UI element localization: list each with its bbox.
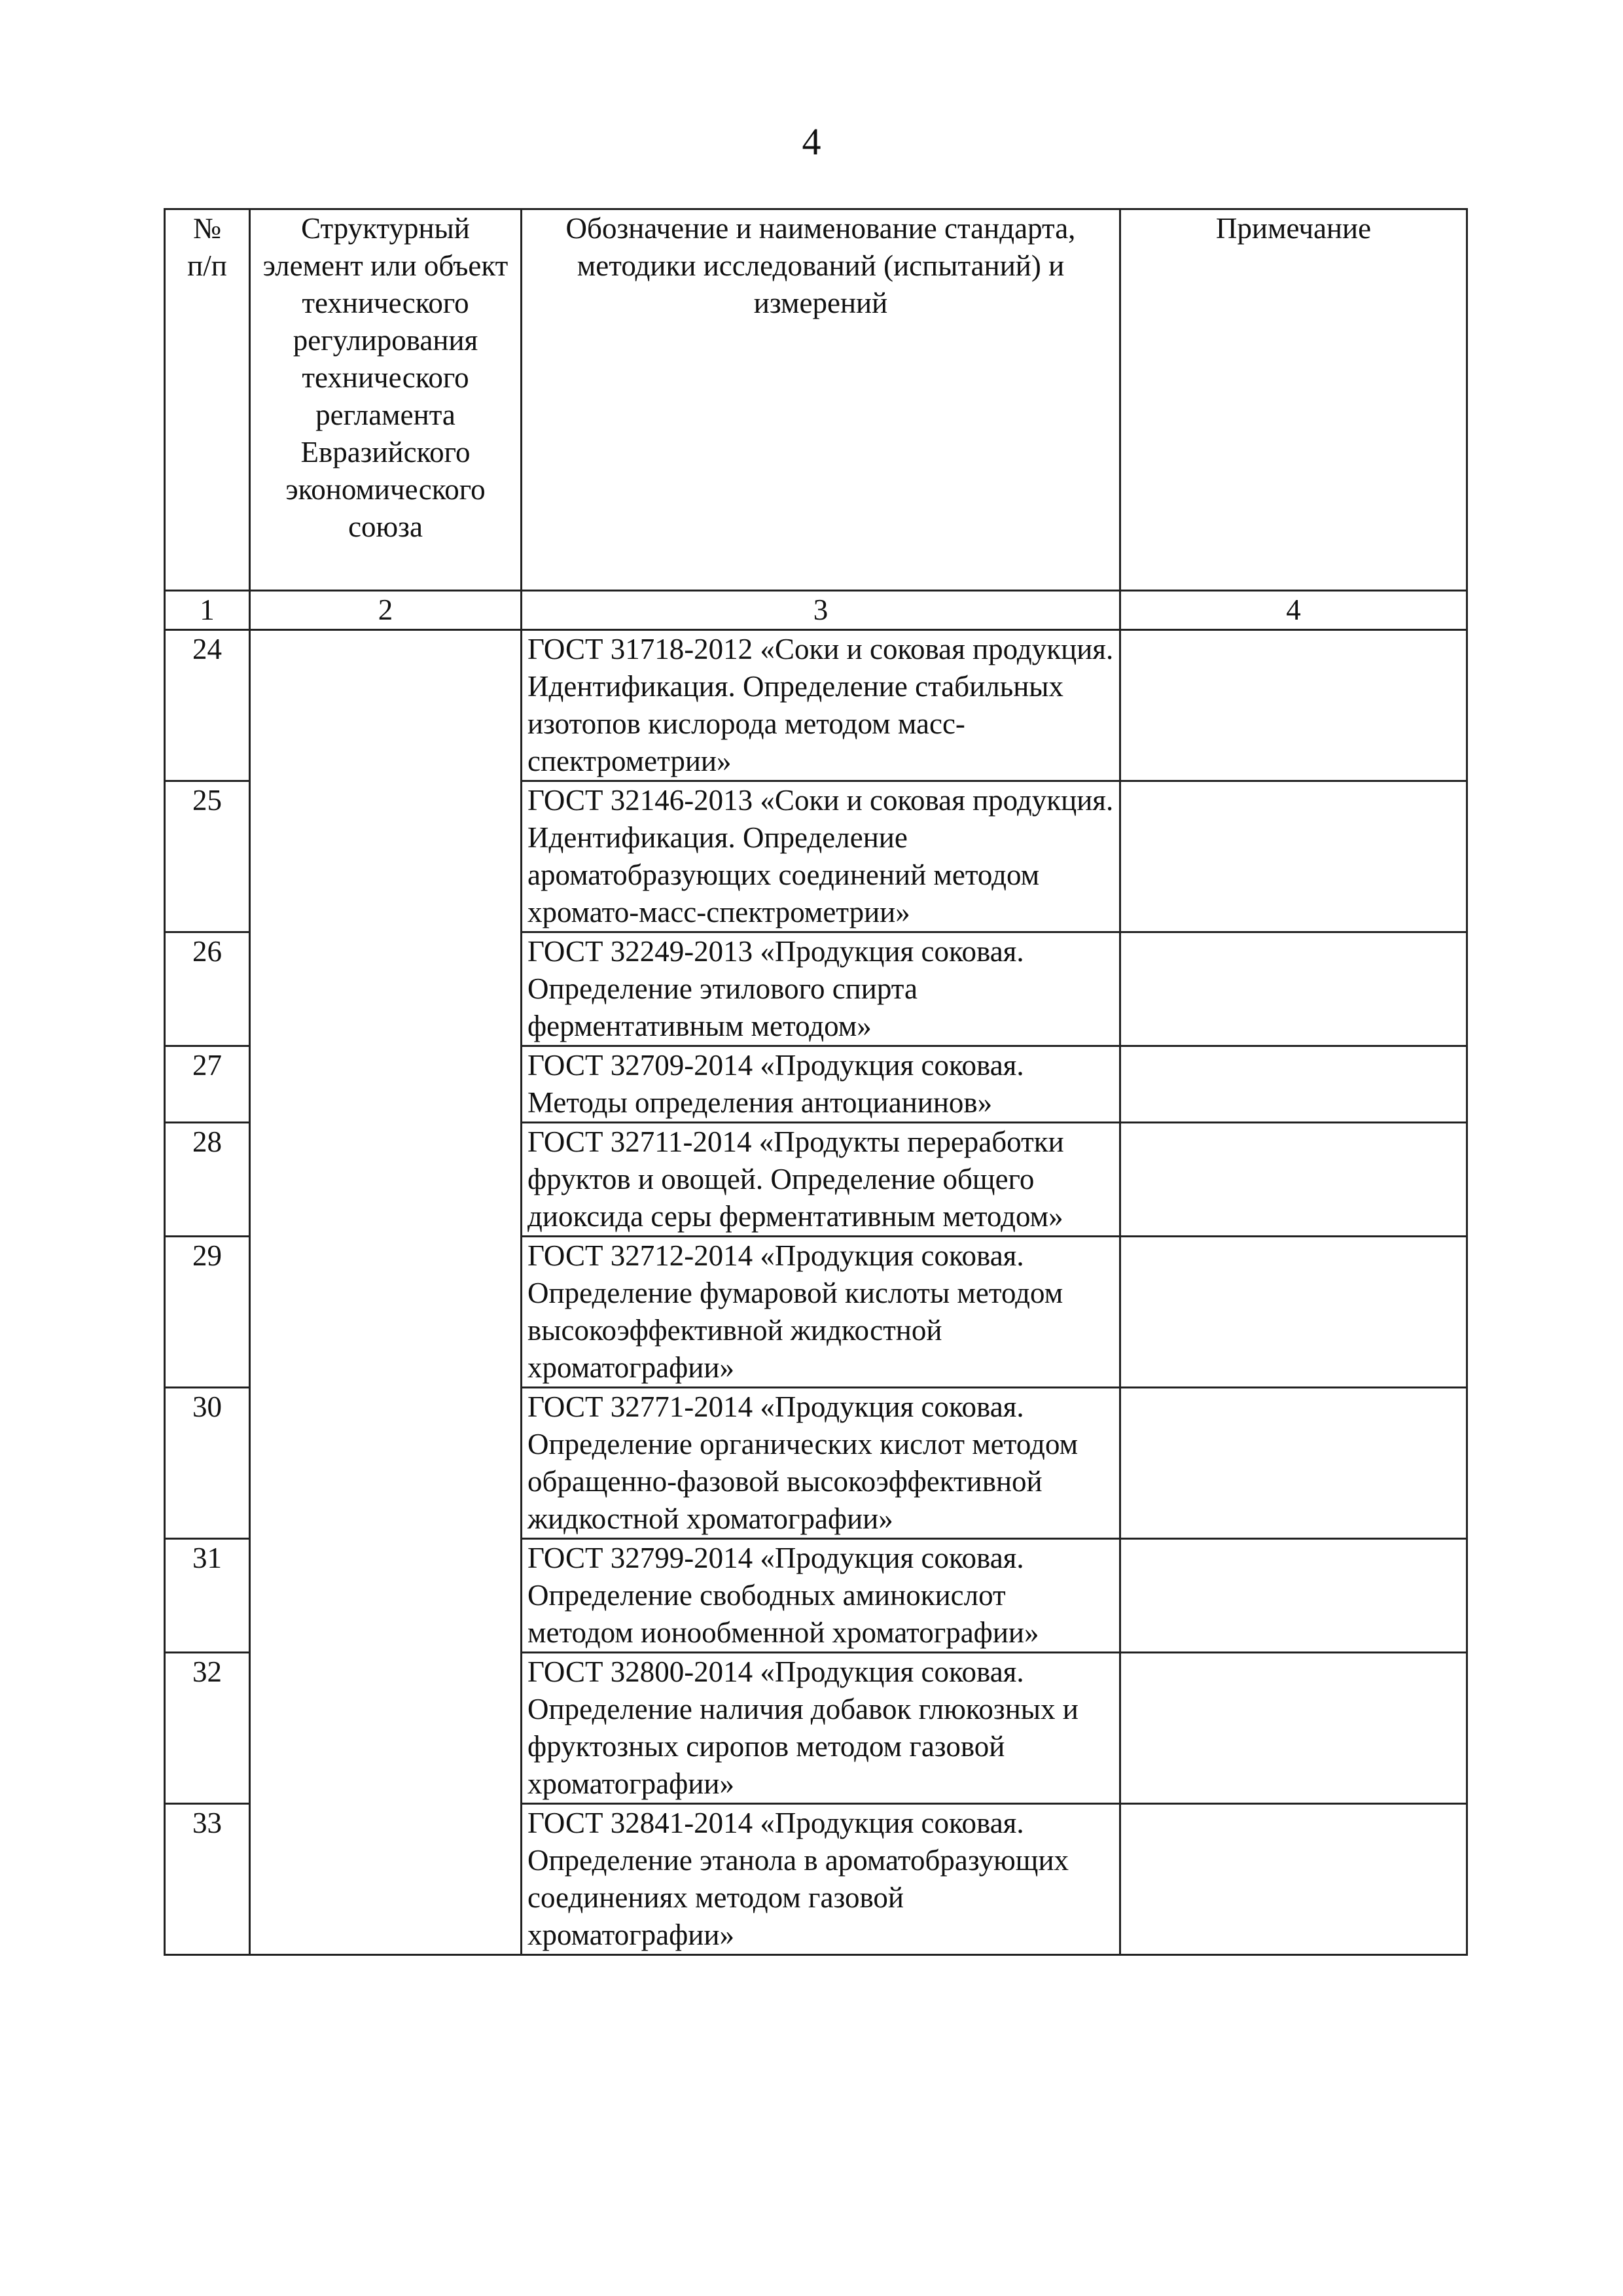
note-cell bbox=[1120, 1539, 1467, 1653]
header-structural-element: Структурный элемент или объект технического регулирования технического регламента Евразийского экономического союза bbox=[250, 209, 522, 591]
row-number: 25 bbox=[165, 781, 250, 932]
column-number: 3 bbox=[522, 591, 1120, 630]
table-row bbox=[165, 630, 1467, 781]
column-number: 2 bbox=[250, 591, 522, 630]
standard-text: ГОСТ 32841-2014 «Продукция соковая. Определение этанола в ароматобразующих соединениях методом газовой хроматографии» bbox=[522, 1804, 1120, 1955]
standard-text: ГОСТ 32771-2014 «Продукция соковая. Определение органических кислот методом обращенно-фазовой высокоэффективной жидкостной хроматографии» bbox=[522, 1388, 1120, 1539]
structural-element-cell bbox=[250, 630, 522, 1955]
note-cell bbox=[1120, 1046, 1467, 1123]
row-number: 29 bbox=[165, 1237, 250, 1388]
row-number: 24 bbox=[165, 630, 250, 781]
row-number: 30 bbox=[165, 1388, 250, 1539]
standards-table bbox=[164, 208, 1468, 1956]
header-row bbox=[165, 209, 1467, 591]
row-number: 28 bbox=[165, 1123, 250, 1237]
header-standard-designation: Обозначение и наименование стандарта, методики исследований (испытаний) и измерений bbox=[522, 209, 1120, 591]
standard-text: ГОСТ 31718-2012 «Соки и соковая продукция. Идентификация. Определение стабильных изотопов кислорода методом масс-спектрометрии» bbox=[522, 630, 1120, 781]
row-number: 31 bbox=[165, 1539, 250, 1653]
note-cell bbox=[1120, 1123, 1467, 1237]
standard-text: ГОСТ 32249-2013 «Продукция соковая. Определение этилового спирта ферментативным методом» bbox=[522, 932, 1120, 1046]
row-number: 32 bbox=[165, 1653, 250, 1804]
page-number: 4 bbox=[802, 120, 821, 163]
standard-text: ГОСТ 32800-2014 «Продукция соковая. Определение наличия добавок глюкозных и фруктозных сиропов методом газовой хроматографии» bbox=[522, 1653, 1120, 1804]
column-number: 4 bbox=[1120, 591, 1467, 630]
header-number: № п/п bbox=[165, 209, 250, 591]
row-number: 26 bbox=[165, 932, 250, 1046]
standard-text: ГОСТ 32799-2014 «Продукция соковая. Определение свободных аминокислот методом ионообменной хроматографии» bbox=[522, 1539, 1120, 1653]
standard-text: ГОСТ 32711-2014 «Продукты переработки фруктов и овощей. Определение общего диоксида серы ферментативным методом» bbox=[522, 1123, 1120, 1237]
note-cell bbox=[1120, 781, 1467, 932]
header-note: Примечание bbox=[1120, 209, 1467, 591]
row-number: 27 bbox=[165, 1046, 250, 1123]
note-cell bbox=[1120, 932, 1467, 1046]
note-cell bbox=[1120, 1653, 1467, 1804]
standard-text: ГОСТ 32146-2013 «Соки и соковая продукция. Идентификация. Определение ароматобразующих соединений методом хромато-масс-спектрометрии» bbox=[522, 781, 1120, 932]
standard-text: ГОСТ 32712-2014 «Продукция соковая. Определение фумаровой кислоты методом высокоэффективной жидкостной хроматографии» bbox=[522, 1237, 1120, 1388]
note-cell bbox=[1120, 1237, 1467, 1388]
column-number-row bbox=[165, 591, 1467, 630]
row-number: 33 bbox=[165, 1804, 250, 1955]
column-number: 1 bbox=[165, 591, 250, 630]
note-cell bbox=[1120, 1804, 1467, 1955]
note-cell bbox=[1120, 1388, 1467, 1539]
note-cell bbox=[1120, 630, 1467, 781]
standard-text: ГОСТ 32709-2014 «Продукция соковая. Методы определения антоцианинов» bbox=[522, 1046, 1120, 1123]
